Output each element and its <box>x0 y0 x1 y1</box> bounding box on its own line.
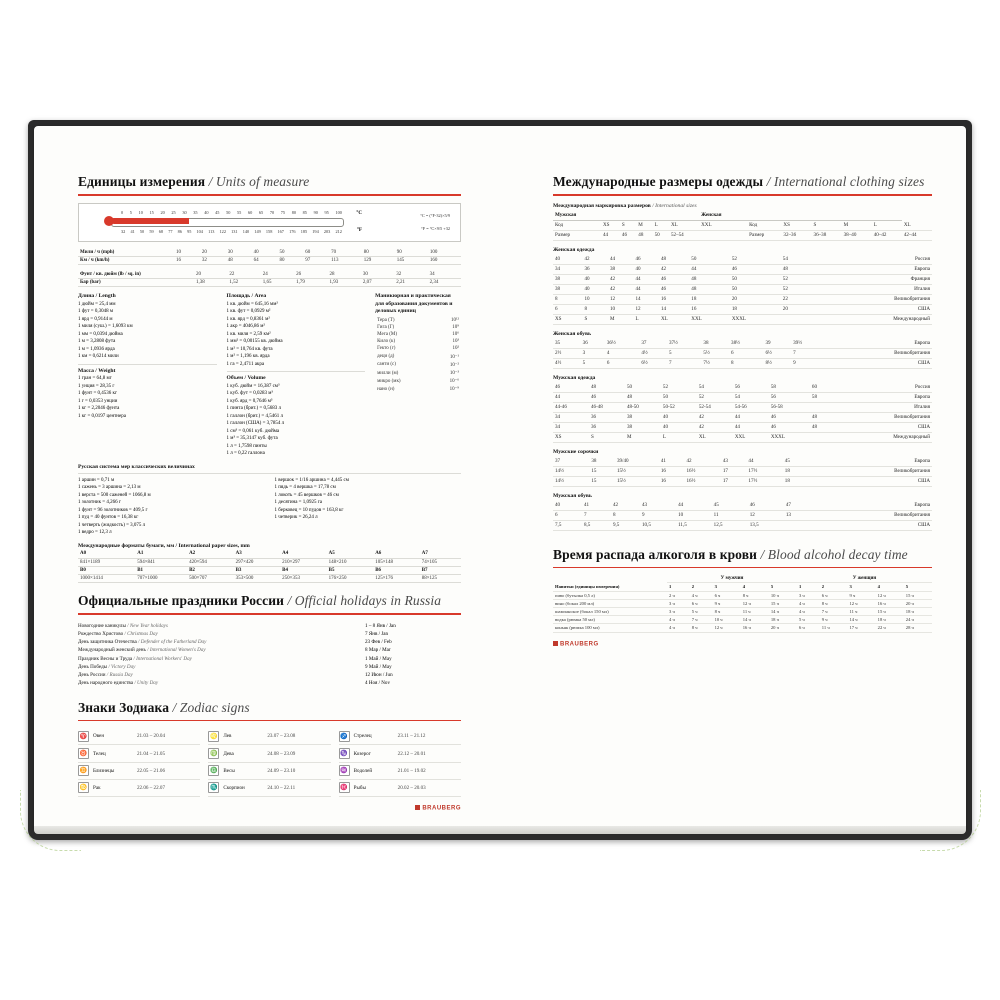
zodiac-section-title: Знаки Зодиака / Zodiac signs <box>78 699 250 715</box>
celsius-conversion-formula: °C = (°F-32)×5/9 <box>420 212 450 218</box>
list-item: ♑ Козерог 22.12 – 20.01 <box>339 745 461 762</box>
table-row: Размер 44 46 48 50 52–54 Размер 32–36 36–38 38–40 40–42 42–44 <box>553 230 932 240</box>
table-row: Мили / ч (mph) 10 20 30 40 50 60 70 80 90 100 <box>78 249 461 257</box>
list-item: День Победы / Victory Day <box>78 663 136 670</box>
list-item: День народного единства / Unity Day <box>78 680 159 687</box>
brand-logo-right: BRAUBERG <box>553 641 932 648</box>
zodiac-pisces-icon: ♓ <box>339 782 350 793</box>
women-shoes-subtitle: Женская обувь <box>553 330 591 337</box>
units-rule <box>78 194 461 196</box>
table-row: 1000×1414 707×1000 500×707 353×500 250×353 176×250 125×176 88×125 <box>78 574 461 582</box>
men-shirts-table <box>553 457 932 487</box>
fahrenheit-conversion-formula: °F = °C×9/5 +32 <box>421 225 450 231</box>
international-sizes-table <box>553 211 932 241</box>
list-item: Праздник Весны и Труда / International Workers' Day <box>78 655 192 662</box>
table-row: Гига (Г) 10⁹ <box>377 324 459 330</box>
men-shoes-subtitle: Мужская обувь <box>553 492 592 499</box>
holidays-section-title: Официальные праздники России / Official holidays in Russia <box>78 593 442 609</box>
table-row: Напитки (единицы измерения) У мужчин У женщин <box>553 575 932 583</box>
divider <box>227 371 366 372</box>
table-row: 38 40 42 44 46 48 50 52 Франция <box>555 276 930 283</box>
table-row: 8 10 12 14 16 18 20 22 Великобритания <box>555 296 930 303</box>
zodiac-column-1 <box>78 728 200 797</box>
length-list: 1 дюйм = 25,4 мм 1 фут = 0,3048 м 1 ярд = 0,9144 м 1 миля (суш.) = 1,6093 км 1 мм = 0,0394 дюйма 1 м = 3,2808 фута 1 м = 1,0936 ярда 1 км = 0,6214 мили <box>78 301 133 360</box>
list-item: ♍ Дева 24.08 – 23.09 <box>208 745 330 762</box>
russian-measures-left: 1 аршин = 0,71 м 1 сажень = 3 аршина = 2,13 м 1 верста = 500 саженей = 1066,8 м 1 золотник = 4,266 г 1 фунт = 96 золотников = 409,5 г 1 пуд = 40 фунтов = 16,38 кг 1 четверть (жидкость) = 3,075 л 1 ведро = 12,3 л <box>78 477 151 536</box>
holiday-date: 23 Фев / Feb <box>365 639 392 646</box>
zodiac-rule <box>78 720 461 722</box>
list-item: ♈ Овен 21.03 – 20.04 <box>78 728 200 745</box>
women-shoes-table <box>553 339 932 369</box>
holiday-date: 9 Май / May <box>365 663 392 670</box>
table-row: Кило (к) 10³ <box>377 339 459 345</box>
table-row: Бар (bar) 1,38 1,52 1,65 1,79 1,93 2,07 2,21 2,34 <box>78 279 461 287</box>
left-page <box>34 126 489 832</box>
clothing-rule <box>553 194 932 196</box>
weight-list: 1 гран = 64,8 мг 1 унция = 28,35 г 1 фунт = 0,4536 кг 1 г = 0,0353 унции 1 кг = 2,2046 фунта 1 кг = 0,0197 центнера <box>78 376 126 419</box>
zodiac-cancer-icon: ♋ <box>78 782 89 793</box>
women-wear-subtitle: Женская одежда <box>553 246 595 253</box>
list-item: ♉ Телец 21.04 – 21.05 <box>78 745 200 762</box>
holiday-date: 1 Май / May <box>365 655 392 662</box>
table-row: деци (д) 10⁻¹ <box>377 354 459 360</box>
table-row: санти (с) 10⁻² <box>377 362 459 368</box>
men-wear-subtitle: Мужская одежда <box>553 374 596 381</box>
units-section-title: Единицы измерения / Units of measure <box>78 174 310 189</box>
table-row: нано (н) 10⁻⁹ <box>377 386 459 393</box>
men-shirts-subtitle: Мужские сорочки <box>553 448 599 455</box>
list-item: День защитника Отечества / Defender of the Fatherland Day <box>78 639 207 646</box>
list-item: Международный женский день / International Women's Day <box>78 647 206 654</box>
list-item: День России / Russia Day <box>78 672 133 679</box>
men-shoes-table <box>553 501 932 531</box>
zodiac-aries-icon: ♈ <box>78 731 89 742</box>
table-row: 34 36 38 40 42 44 46 48 Великобритания <box>555 414 930 421</box>
russian-measures-block: Русская система мер классических величинах 1 аршин = 0,71 м 1 сажень = 3 аршина = 2,13 м 1 верста = 500 саженей = 1066,8 м 1 золотник = 4,266 г 1 фунт = 96 золотников = 409,5 г 1 пуд = 40 фунтов = 16,38 кг 1 четверть (жидкость) = 3,075 л 1 ведро = 12,3 л 1 вершок = 1/16 аршина = 4,445 см 1 пядь = 4 вершка = 17,78 см 1 локоть = 45 вершков = 46 см 1 десятина = 1,0925 га 1 берковец = 10 пудов = 163,8 кг 1 четверик = 26,24 л <box>78 464 461 537</box>
alcohol-section-title: Время распада алкоголя в крови / Blood alcohol decay time <box>553 546 908 562</box>
zodiac-sagittarius-icon: ♐ <box>339 731 350 742</box>
table-row: 38 40 42 44 46 48 50 52 Италия <box>555 286 930 293</box>
clothing-section-title: Международные размеры одежды / International clothing sizes <box>553 174 925 189</box>
intro-subtitle: Международная маркировка размеров / International sizes <box>553 202 697 209</box>
list-item: ♋ Рак 22.06 – 22.07 <box>78 780 200 797</box>
list-item: ♏ Скорпион 24.10 – 22.11 <box>208 780 330 797</box>
table-row: пиво (бутылка 0,5 л) 2 ч 4 ч 6 ч 8 ч 10 ч 3 ч 6 ч 9 ч 12 ч 15 ч <box>553 591 932 599</box>
table-row: 14½ 15 15½ 16 16½ 17 17½ 18 США <box>555 478 930 485</box>
table-row: 44-46 46-48 48-50 50-52 52-54 54-56 56-58 Италия <box>555 404 930 411</box>
right-page <box>525 126 966 832</box>
table-row: 4½ 5 6 6½ 7 7½ 8 8½ 9 США <box>555 360 930 367</box>
zodiac-aquarius-icon: ♒ <box>339 765 350 776</box>
holidays-list <box>78 622 461 688</box>
alcohol-rule <box>553 567 932 569</box>
table-row: 7,5 8,5 9,5 10,5 11,5 12,5 13,5 США <box>555 522 930 529</box>
table-row: XS S M L XL XXL XXXL Международный <box>555 434 930 441</box>
table-row: 37 38 39/40 41 42 43 44 45 Европа <box>555 458 930 465</box>
zodiac-leo-icon: ♌ <box>208 731 219 742</box>
table-row: 6 7 8 9 10 11 12 13 Великобритания <box>555 512 930 519</box>
table-row: 841×1189 594×841 420×594 297×420 210×297 148×210 105×148 74×105 <box>78 558 461 566</box>
holiday-date: 1 – 8 Янв / Jan <box>365 622 396 629</box>
russian-measures-right: 1 вершок = 1/16 аршина = 4,445 см 1 пядь = 4 вершка = 17,78 см 1 локоть = 45 вершков = 46 см 1 десятина = 1,0925 га 1 берковец = 10 пудов = 163,8 кг 1 четверик = 26,24 л <box>274 477 349 521</box>
fahrenheit-unit-label: °F <box>356 227 362 233</box>
holiday-date: 4 Ноя / Nov <box>365 680 391 687</box>
thermometer-block <box>78 203 461 242</box>
celsius-unit-label: °C <box>356 210 362 216</box>
zodiac-libra-icon: ♎ <box>208 765 219 776</box>
conversion-columns <box>78 293 461 458</box>
zodiac-capricorn-icon: ♑ <box>339 748 350 759</box>
zodiac-column-2 <box>208 728 330 797</box>
thermometer-mercury <box>111 218 189 224</box>
prefixes-table <box>375 317 461 394</box>
zodiac-column-3 <box>339 728 461 797</box>
paper-sizes-block: Международные форматы бумаги, мм / International paper sizes, mm A0 A1 A2 A3 A4 A5 A6 A7 841×1189 594×841 420×594 297×420 210×297 148×210 105×148 74×105 B0 B1 B2 B3 B4 B5 B6 B7 1000×1414 707×1000 500×707 353×500 250×353 176×250 125×176 88×125 <box>78 543 461 583</box>
table-row: милли (м) 10⁻³ <box>377 370 459 377</box>
table-row: коньяк (рюмка 100 мл) 4 ч 8 ч 12 ч 16 ч 20 ч 6 ч 11 ч 17 ч 22 ч 28 ч <box>553 624 932 632</box>
paper-sizes-table <box>78 550 461 583</box>
list-item: Новогодние каникулы / New Year holidays <box>78 622 168 629</box>
prefixes-block: Маникюрная и практическая для образования документов и деловых единиц Тера (Т) 10¹² Гига (Г) 10⁹ Мега (М) 10⁶ Кило (к) 10³ Гекто (г) 10² деци (д) 10⁻¹ санти (с) 10⁻² милли (м) 10⁻³ микро (мк) 10⁻⁶ нано (н) 10⁻⁹ <box>375 293 459 393</box>
zodiac-columns <box>78 728 461 797</box>
list-item: ♒ Водолей 21.01 – 19.02 <box>339 763 461 780</box>
holiday-date: 8 Мар / Mar <box>365 647 391 654</box>
alcohol-decay-table <box>553 575 932 632</box>
table-row: 35 36 36½ 37 37½ 38 38½ 39 39½ Европа <box>555 340 930 347</box>
table-row: 46 48 50 52 54 56 58 60 Россия <box>555 384 930 391</box>
list-item: Рождество Христово / Christmas Day <box>78 630 158 637</box>
table-row: B0 B1 B2 B3 B4 B5 B6 B7 <box>78 566 461 574</box>
thermometer-graphic <box>85 209 374 235</box>
area-block: Площадь / Area 1 кв. дюйм = 645,16 мм² 1 кв. фут = 0,0929 м² 1 кв. ярд = 0,8361 м² 1 акр = 4046,86 м² 1 кв. миля = 2,59 км² 1 мм² = 0,00155 кв. дюйма 1 м² = 10,764 кв. фута 1 м² = 1,196 кв. ярда 1 га = 2,4711 акра Объем / Volume 1 куб. дюйм = 16,387 см³ 1 куб. фут = 0,0283 м³ 1 куб. ярд = 0,7646 м³ 1 пинта (брит.) = 0,5683 л 1 галлон (брит.) = 4,5461 л 1 галлон (США) = 3,7854 л 1 см³ = 0,061 куб. дюйма 1 м³ = 35,3147 куб. фута 1 л = 1,7598 пинты 1 л = 0,22 галлона <box>227 293 366 458</box>
brand-mark-icon <box>553 641 558 646</box>
holiday-date: 12 Июн / Jun <box>365 672 393 679</box>
celsius-scale: 0 5 10 15 20 25 30 35 40 45 50 55 60 65 70 75 80 85 90 95 100 <box>121 209 342 215</box>
list-item: ♎ Весы 24.09 – 23.10 <box>208 763 330 780</box>
length-block: Длина / Length 1 дюйм = 25,4 мм 1 фут = 0,3048 м 1 ярд = 0,9144 м 1 миля (суш.) = 1,6093 км 1 мм = 0,0394 дюйма 1 м = 3,2808 фута 1 м = 1,0936 ярда 1 км = 0,6214 мили Масса / Weight 1 гран = 64,8 мг 1 унция = 28,35 г 1 фунт = 0,4536 кг 1 г = 0,0353 унции 1 кг = 2,2046 фунта 1 кг = 0,0197 центнера <box>78 293 217 458</box>
brand-logo-left: BRAUBERG <box>78 805 461 812</box>
table-row: 44 46 48 50 52 54 56 58 Европа <box>555 394 930 401</box>
table-row: 34 36 38 40 42 44 46 48 Европа <box>555 266 930 273</box>
fahrenheit-scale: 32 41 50 59 68 77 86 95 104 113 122 131 140 149 158 167 176 185 194 203 212 <box>121 228 342 234</box>
table-row: Код XS S M L XL XXL Код XS S M L XL <box>553 220 932 230</box>
divider <box>78 473 461 474</box>
list-item: ♊ Близнецы 22.05 – 21.06 <box>78 763 200 780</box>
area-list: 1 кв. дюйм = 645,16 мм² 1 кв. фут = 0,0929 м² 1 кв. ярд = 0,8361 м² 1 акр = 4046,86 м² 1 кв. миля = 2,59 км² 1 мм² = 0,00155 кв. дюйма 1 м² = 10,764 кв. фута 1 м² = 1,196 кв. ярда 1 га = 2,4711 акра <box>226 301 283 367</box>
table-row: Мега (М) 10⁶ <box>377 332 459 338</box>
table-row: шампанское (бокал 150 мл) 3 ч 5 ч 8 ч 11 ч 14 ч 4 ч 7 ч 11 ч 15 ч 18 ч <box>553 607 932 615</box>
divider <box>78 364 217 365</box>
zodiac-taurus-icon: ♉ <box>78 748 89 759</box>
table-row: вино (бокал 200 мл) 3 ч 6 ч 9 ч 12 ч 15 ч 4 ч 8 ч 12 ч 16 ч 20 ч <box>553 599 932 607</box>
brand-mark-icon <box>415 805 420 810</box>
table-row: 1 2 3 4 5 1 2 3 4 5 <box>553 583 932 591</box>
holidays-rule <box>78 613 461 615</box>
table-row: XS S M L XL XXL XXXL Международный <box>555 316 930 323</box>
table-row: Мужская Женская <box>553 211 932 221</box>
holiday-date: 7 Янв / Jan <box>365 630 389 637</box>
list-item: ♌ Лев 23.07 – 23.08 <box>208 728 330 745</box>
speed-conversion-table <box>78 249 461 265</box>
table-row: Тера (Т) 10¹² <box>377 317 459 323</box>
list-item: ♓ Рыбы 20.02 – 20.03 <box>339 780 461 797</box>
table-row: водка (рюмка 50 мл) 4 ч 7 ч 10 ч 14 ч 18 ч 5 ч 9 ч 14 ч 18 ч 24 ч <box>553 616 932 624</box>
zodiac-gemini-icon: ♊ <box>78 765 89 776</box>
table-row: Гекто (г) 10² <box>377 346 459 352</box>
men-clothing-table <box>553 383 932 443</box>
women-clothing-table <box>553 255 932 325</box>
table-row: A0 A1 A2 A3 A4 A5 A6 A7 <box>78 550 461 558</box>
zodiac-virgo-icon: ♍ <box>208 748 219 759</box>
list-item: ♐ Стрелец 23.11 – 21.12 <box>339 728 461 745</box>
zodiac-scorpio-icon: ♏ <box>208 782 219 793</box>
table-row: 40 41 42 43 44 45 46 47 Европа <box>555 502 930 509</box>
table-row: Фунт / кв. дюйм (lb / sq. in) 20 22 24 26 28 30 32 34 <box>78 271 461 279</box>
table-row: 2½ 3 4 4½ 5 5½ 6 6½ 7 Великобритания <box>555 350 930 357</box>
table-row: 34 36 38 40 42 44 46 48 США <box>555 424 930 431</box>
table-row: 6 8 10 12 14 16 18 20 США <box>555 306 930 313</box>
table-row: 40 42 44 46 48 50 52 54 Россия <box>555 256 930 263</box>
table-row: Км / ч (km/h) 16 32 48 64 80 97 113 129 145 160 <box>78 256 461 264</box>
volume-list: 1 куб. дюйм = 16,387 см³ 1 куб. фут = 0,0283 м³ 1 куб. ярд = 0,7646 м³ 1 пинта (брит.) = 0,5683 л 1 галлон (брит.) = 4,5461 л 1 галлон (США) = 3,7854 л 1 см³ = 0,061 куб. дюйма 1 м³ = 35,3147 куб. фута 1 л = 1,7598 пинты 1 л = 0,22 галлона <box>226 383 285 457</box>
table-row: 14½ 15 15½ 16 16½ 17 17½ 18 Великобритания <box>555 468 930 475</box>
pressure-conversion-table <box>78 271 461 287</box>
table-row: микро (мк) 10⁻⁶ <box>377 378 459 385</box>
